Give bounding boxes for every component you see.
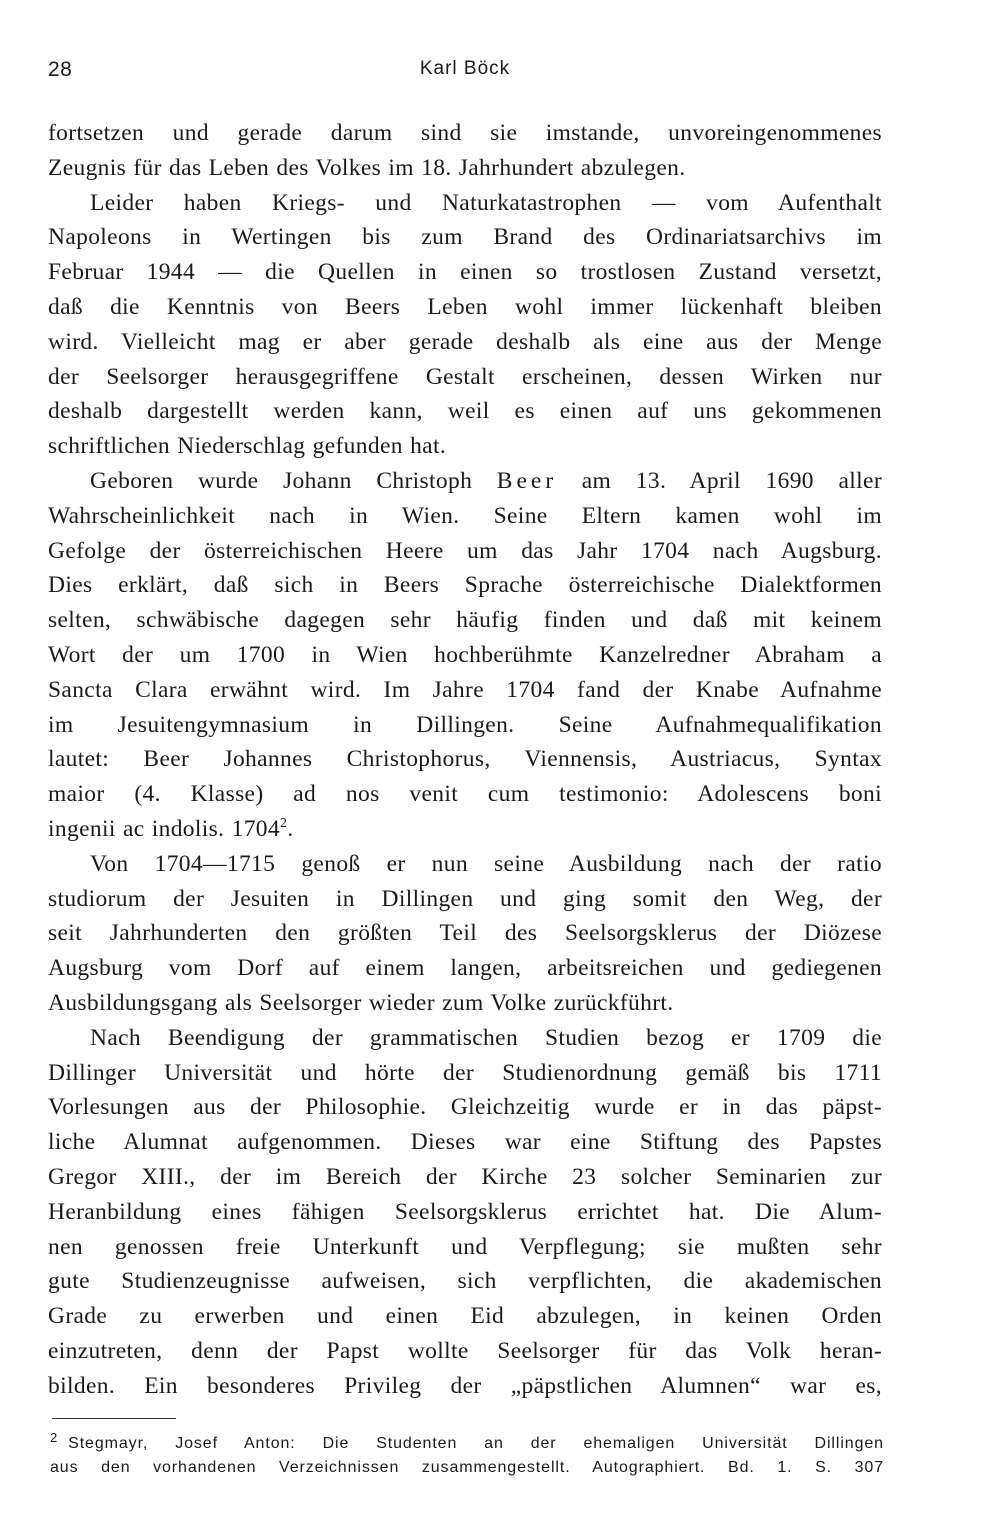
text-line: Napoleons in Wertingen bis zum Brand des Ordinariatsarchivs im bbox=[48, 224, 882, 251]
paragraph-1 bbox=[48, 116, 882, 186]
text-line: Gefolge der österreichischen Heere um das Jahr 1704 nach Augsburg. bbox=[48, 537, 882, 564]
text-line: Grade zu erwerben und einen Eid abzulegen, in keinen Orden bbox=[48, 1303, 882, 1330]
text-line: daß die Kenntnis von Beers Leben wohl immer lückenhaft bleiben bbox=[48, 293, 882, 320]
page-number: 28 bbox=[48, 58, 73, 81]
footnote-line bbox=[50, 1429, 884, 1456]
text-line: bilden. Ein besonderes Privileg der „päpstlichen Alumnen“ war es, bbox=[48, 1372, 882, 1399]
footnote-text: Stegmayr, Josef Anton: Die Studenten an der ehemaligen Universität Dillingen bbox=[68, 1435, 884, 1452]
paragraph-3 bbox=[48, 464, 882, 847]
text-fragment: ingenii ac indolis. 1704 bbox=[48, 815, 281, 842]
paragraph-5 bbox=[48, 1021, 882, 1404]
text-line: Wort der um 1700 in Wien hochberühmte Kanzelredner Abraham a bbox=[48, 641, 882, 668]
text-line: Wahrscheinlichkeit nach in Wien. Seine Eltern kamen wohl im bbox=[48, 502, 882, 529]
text-line bbox=[48, 812, 882, 847]
text-line: wird. Vielleicht mag er aber gerade deshalb als eine aus der Menge bbox=[48, 328, 882, 355]
footnote-divider bbox=[52, 1418, 176, 1419]
text-line: Februar 1944 — die Quellen in einen so trostlosen Zustand versetzt, bbox=[48, 259, 882, 286]
text-line: Dillinger Universität und hörte der Studienordnung gemäß bis 1711 bbox=[48, 1059, 882, 1086]
paragraph-2 bbox=[48, 186, 882, 464]
body-text bbox=[48, 116, 882, 1403]
text-line: schriftlichen Niederschlag gefunden hat. bbox=[48, 433, 447, 460]
footnote-area bbox=[50, 1429, 884, 1480]
text-line: deshalb dargestellt werden kann, weil es einen auf uns gekommenen bbox=[48, 398, 882, 425]
text-line: Nach Beendigung der grammatischen Studien bezog er 1709 die bbox=[90, 1024, 882, 1051]
running-head: Karl Böck bbox=[419, 58, 511, 79]
text-line: seit Jahrhunderten den größten Teil des Seelsorgsklerus der Diözese bbox=[48, 920, 882, 947]
paragraph-4 bbox=[48, 847, 882, 1021]
text-line: Sancta Clara erwähnt wird. Im Jahre 1704 fand der Knabe Aufnahme bbox=[48, 676, 882, 703]
text-line: Ausbildungsgang als Seelsorger wieder zum Volke zurückführt. bbox=[48, 989, 674, 1016]
text-line: liche Alumnat aufgenommen. Dieses war eine Stiftung des Papstes bbox=[48, 1129, 882, 1156]
text-line: Heranbildung eines fähigen Seelsorgsklerus errichtet hat. Die Alum- bbox=[48, 1198, 882, 1225]
text-line: maior (4. Klasse) ad nos venit cum testimonio: Adolescens boni bbox=[48, 781, 882, 808]
text-line: Vorlesungen aus der Philosophie. Gleichzeitig wurde er in das päpst- bbox=[48, 1094, 882, 1121]
text-line: einzutreten, denn der Papst wollte Seelsorger für das Volk heran- bbox=[48, 1337, 882, 1364]
text-line: Leider haben Kriegs- und Naturkatastrophen — vom Aufenthalt bbox=[90, 189, 882, 216]
text-line: selten, schwäbische dagegen sehr häufig finden und daß mit keinem bbox=[48, 607, 882, 634]
spaced-name: Beer bbox=[496, 467, 558, 494]
text-line: fortsetzen und gerade darum sind sie imstande, unvoreingenommenes bbox=[48, 120, 882, 146]
text-line: Gregor XIII., der im Bereich der Kirche 23 solcher Seminarien zur bbox=[48, 1163, 882, 1190]
text-line: Von 1704—1715 genoß er nun seine Ausbildung nach der ratio bbox=[90, 850, 882, 877]
text-line: Zeugnis für das Leben des Volkes im 18. Jahrhundert abzulegen. bbox=[48, 154, 686, 181]
footnote-marker: 2 bbox=[50, 1429, 59, 1445]
text-line: studiorum der Jesuiten in Dillingen und ging somit den Weg, der bbox=[48, 885, 882, 912]
text-line: nen genossen freie Unterkunft und Verpflegung; sie mußten sehr bbox=[48, 1233, 882, 1260]
text-line: Augsburg vom Dorf auf einem langen, arbeitsreichen und gediegenen bbox=[48, 955, 882, 982]
text-line: lautet: Beer Johannes Christophorus, Viennensis, Austriacus, Syntax bbox=[48, 746, 882, 773]
text-fragment: . bbox=[287, 815, 294, 842]
text-fragment: Geboren wurde Johann Christoph bbox=[90, 467, 473, 494]
text-fragment: am 13. April 1690 aller bbox=[581, 467, 882, 494]
text-line: der Seelsorger herausgegriffene Gestalt erscheinen, dessen Wirken nur bbox=[48, 363, 882, 390]
text-line: Dies erklärt, daß sich in Beers Sprache österreichische Dialektformen bbox=[48, 572, 882, 599]
document-page bbox=[48, 56, 882, 1403]
text-line: im Jesuitengymnasium in Dillingen. Seine Aufnahmequalifikation bbox=[48, 711, 882, 738]
page-header bbox=[48, 56, 882, 92]
text-line: gute Studienzeugnisse aufweisen, sich verpflichten, die akademischen bbox=[48, 1268, 882, 1295]
footnote-line: aus den vorhandenen Verzeichnissen zusammengestellt. Autographiert. Bd. 1. S. 307 bbox=[50, 1459, 884, 1476]
footnote-reference[interactable]: 2 bbox=[280, 816, 288, 832]
text-line bbox=[48, 464, 882, 499]
